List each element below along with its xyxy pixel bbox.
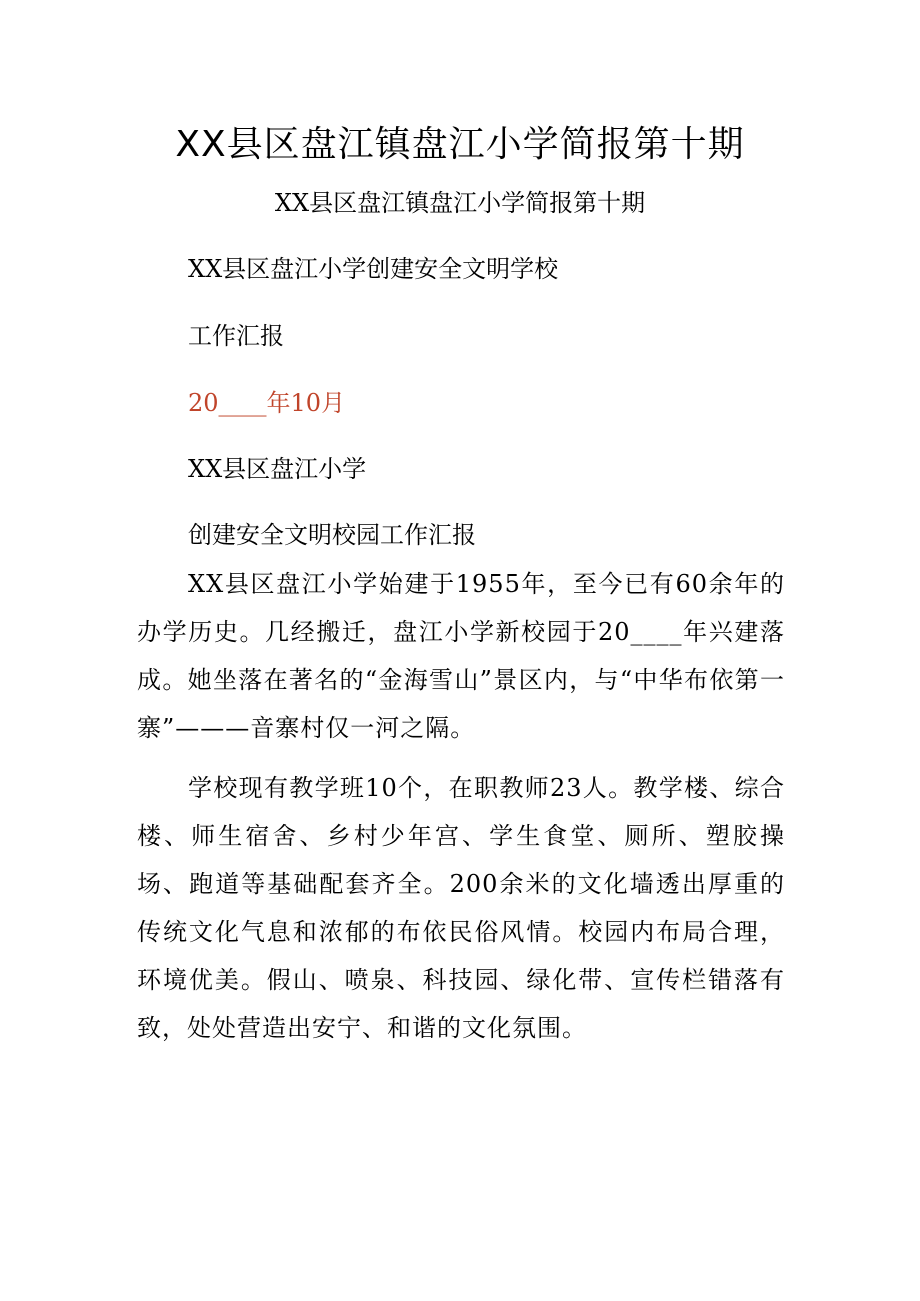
heading-line-2: 工作汇报	[188, 322, 284, 350]
paragraph-history: XX县区盘江小学始建于1955年，至今已有60余年的办学历史。几经搬迁，盘江小学新校园于20____年兴建落成。她坐落在著名的“金海雪山”景区内，与“中华布依第一寨”———音寨村仅一河之隔。	[137, 570, 785, 742]
report-title: 创建安全文明校园工作汇报	[188, 521, 476, 549]
school-name: XX县区盘江小学	[188, 455, 367, 483]
document-title: XX县区盘江镇盘江小学简报第十期	[175, 124, 745, 165]
paragraph-facilities: 学校现有教学班10个，在职教师23人。教学楼、综合楼、师生宿舍、乡村少年宫、学生食堂、厕所、塑胶操场、跑道等基础配套齐全。200余米的文化墙透出厚重的传统文化气息和浓郁的布依民俗风情。校园内布局合理，环境优美。假山、喷泉、科技园、绿化带、宣传栏错落有致，处处营造出安宁、和谐的文化氛围。	[137, 774, 785, 1042]
document-subtitle: XX县区盘江镇盘江小学简报第十期	[274, 189, 646, 217]
report-date: 20____年10月	[188, 389, 346, 417]
heading-line-1: XX县区盘江小学创建安全文明学校	[188, 255, 559, 283]
